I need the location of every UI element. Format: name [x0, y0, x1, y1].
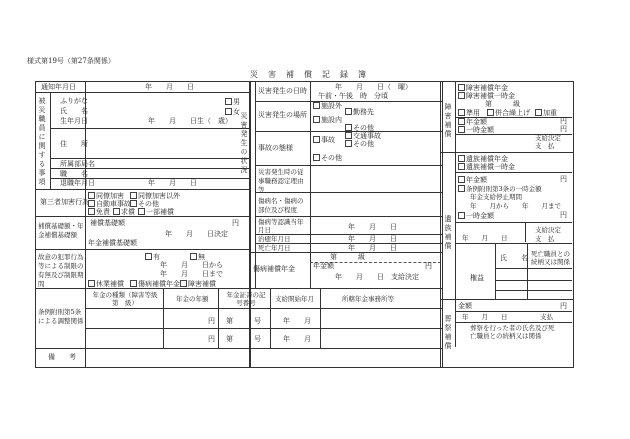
period-label-1: 傷病等認識当年月日 [258, 218, 304, 235]
restriction-none[interactable]: 無 [190, 253, 205, 261]
birth-label: 生年月日 [60, 117, 88, 125]
survivor-period-label: 年金支給停止期間 [470, 193, 522, 201]
place-opt-1[interactable]: 施設外 [313, 102, 342, 110]
adjust-yen-1: 円 [208, 317, 215, 325]
restriction-opt-1[interactable]: 休業補償 [88, 280, 124, 288]
disability-lump[interactable]: 一時金額 [458, 126, 494, 134]
third-party-opt-5[interactable]: 免責 [88, 208, 110, 216]
survivor-yen-2: 円 [560, 211, 567, 219]
place-opt-4[interactable]: その他 [345, 124, 374, 132]
male-checkbox[interactable]: 男 [225, 98, 240, 106]
period-value-1: 年 月 日 [348, 223, 397, 231]
funeral-date: 年 月 日 [462, 313, 508, 321]
occ-date: 年 月 日（ 曜） [335, 83, 412, 91]
third-party-opt-3[interactable]: 自動車事故 [88, 200, 131, 208]
remarks-label: 備 考 [48, 353, 76, 361]
retire-date-label: 退職年月日 [60, 179, 95, 187]
rights-relation: 死亡職員との続柄又は関係 [531, 250, 570, 267]
restriction-has[interactable]: 有 [145, 253, 160, 261]
third-party-opt-4[interactable]: その他 [130, 200, 159, 208]
adjust-yen-2: 円 [208, 335, 215, 343]
adjust-h2: 年金の年額 [176, 295, 209, 303]
survivor-opt-2[interactable]: 遺族補償一時金 [458, 163, 515, 171]
employee-section-label: 被災職員に関する事項 [38, 97, 46, 187]
position-label: 職 名 [60, 170, 88, 178]
adjust-num-2: 第 号 [226, 335, 261, 343]
disability-yen-1: 円 [560, 117, 567, 125]
third-party-opt-7[interactable]: 一部補償 [138, 208, 174, 216]
adjust-h3: 年金証書の記号番号 [226, 291, 266, 308]
occ-time: 午前・午後 時 分頃 [318, 92, 388, 100]
work-recog-label: 災害発生時の従事職務認定理由等 [258, 168, 304, 194]
rights-name: 氏 名 [500, 254, 528, 262]
period-label-3: 死亡年月日 [258, 244, 291, 252]
rights-label: 権益 [470, 274, 484, 282]
period-label-2: 治癒年月日 [258, 235, 291, 243]
disability-paid: 支給決定 [535, 134, 561, 142]
adjust-h4: 支給開始年月 [275, 295, 314, 303]
survivor-from-to: 年 月から 年 月まで [470, 202, 561, 210]
third-party-opt-1[interactable]: 同僚加害 [88, 192, 124, 200]
adjust-ym-1: 年 月 [283, 317, 311, 325]
occ-place-label: 災害発生の場所 [258, 111, 307, 119]
adjust-h1: 年金の種類（障害等級第 級） [92, 291, 158, 308]
funeral-amount: 金額 [458, 302, 472, 310]
base-salary-a: 補償基礎額 [90, 219, 125, 227]
sick-pension-yen: 円 [425, 262, 432, 270]
base-salary-date: 年 月 日決定 [165, 230, 228, 238]
restriction-from: 年 月 日から [160, 261, 223, 269]
sick-pension-label: 傷病補償年金 [253, 265, 295, 273]
disaster-section-label: 災害発生の状況 [240, 112, 248, 175]
accident-opt-4[interactable]: その他 [313, 154, 342, 162]
adjust-num-1: 第 号 [226, 317, 261, 325]
survivor-pay: 支 払 [535, 235, 555, 243]
form-number: 様式第19号（第27条関係） [27, 57, 115, 65]
disability-kind-3[interactable]: 加重 [535, 109, 557, 117]
survivor-annual[interactable]: 年金額 [458, 176, 487, 184]
survivor-lump[interactable]: 一時金額 [458, 212, 494, 220]
birth-value: 年 月 日生（ 歳） [148, 117, 232, 125]
notice-date-label: 通知年月日 [41, 83, 76, 91]
restriction-label: 故意の犯罪行為等による制限の有無及び制限期間 [38, 253, 84, 289]
adjust-label: 条例附則第5条による調整関係 [38, 308, 84, 326]
disability-grade: 第 級 [485, 100, 520, 108]
third-party-opt-6[interactable]: 求償 [113, 208, 135, 216]
disability-opt-2[interactable]: 障害補償一時金 [458, 92, 515, 100]
place-opt-2[interactable]: 勤務先 [345, 108, 374, 116]
sick-pension-amount: 年金額 [313, 262, 334, 270]
place-opt-3[interactable]: 施設内 [313, 116, 342, 124]
address-label: 住 所 [60, 140, 88, 148]
occ-datetime-label: 災害発生の日時 [258, 87, 307, 95]
disability-kind-2[interactable]: 併合繰上げ [487, 109, 530, 117]
name-label: 氏 名 [60, 107, 88, 115]
adjust-h5: 所轄年金事務所等 [342, 295, 394, 303]
survivor-paid: 支給決定 [535, 226, 561, 234]
third-party-label: 第三者加害行為 [40, 198, 89, 206]
sick-pension-grade: 第 級 [330, 253, 365, 261]
base-salary-label: 補償基礎額・年金補償基礎額 [38, 222, 84, 240]
survivor-label: 遺族補償 [444, 215, 452, 251]
disability-kind-1[interactable]: 準用 [458, 109, 480, 117]
restriction-opt-3[interactable]: 障害補償 [180, 280, 216, 288]
survivor-yen-1: 円 [560, 175, 567, 183]
funeral-note: 葬祭を行った者の氏名及び死亡職員との続柄又は関係 [470, 324, 555, 341]
accident-opt-2[interactable]: 交通事故 [345, 132, 381, 140]
survivor-opt-1[interactable]: 遺族補償年金 [458, 155, 508, 163]
accident-opt-3[interactable]: その他 [345, 140, 374, 148]
base-salary-yen: 円 [232, 219, 239, 227]
adjust-ym-2: 年 月 [283, 335, 311, 343]
restriction-opt-2[interactable]: 傷病補償年金 [130, 280, 180, 288]
funeral-label: 葬祭補償 [444, 315, 452, 351]
disability-pay: 支 払 [535, 142, 555, 150]
injury-label: 傷病名・傷病の部位及び程度 [258, 197, 304, 214]
restriction-to: 年 月 日まで [160, 270, 223, 278]
third-party-opt-2[interactable]: 同僚加害以外 [130, 192, 180, 200]
survivor-date: 年 月 日 [462, 234, 508, 242]
retire-date-value: 年 月 日 [148, 179, 197, 187]
base-salary-b: 年金補償基礎額 [88, 239, 137, 247]
period-value-3: 年 月 日 [348, 244, 397, 252]
notice-date-value: 年 月 日 [145, 83, 194, 91]
page-title: 災害補償記録簿 [250, 70, 376, 79]
disability-opt-1[interactable]: 障害補償年金 [458, 84, 508, 92]
funeral-yen: 円 [560, 302, 567, 310]
female-checkbox[interactable]: 女 [225, 108, 240, 116]
furigana-label: ふりがな [60, 97, 88, 105]
dept-label: 所属部局名 [60, 160, 95, 168]
disability-annual[interactable]: 年金額 [458, 118, 487, 126]
disability-yen-2: 円 [560, 125, 567, 133]
survivor-lump-note[interactable]: 条例附則第3条の一時金額 [458, 185, 542, 193]
disability-label: 障害補償 [444, 103, 452, 139]
period-value-2: 年 月 日 [348, 235, 397, 243]
funeral-pay: 支払 [540, 313, 553, 321]
accident-label: 事故の態様 [258, 144, 293, 152]
accident-opt-1[interactable]: 事故 [313, 136, 335, 144]
sick-pension-date: 年 月 日 支給決定 [335, 273, 419, 281]
